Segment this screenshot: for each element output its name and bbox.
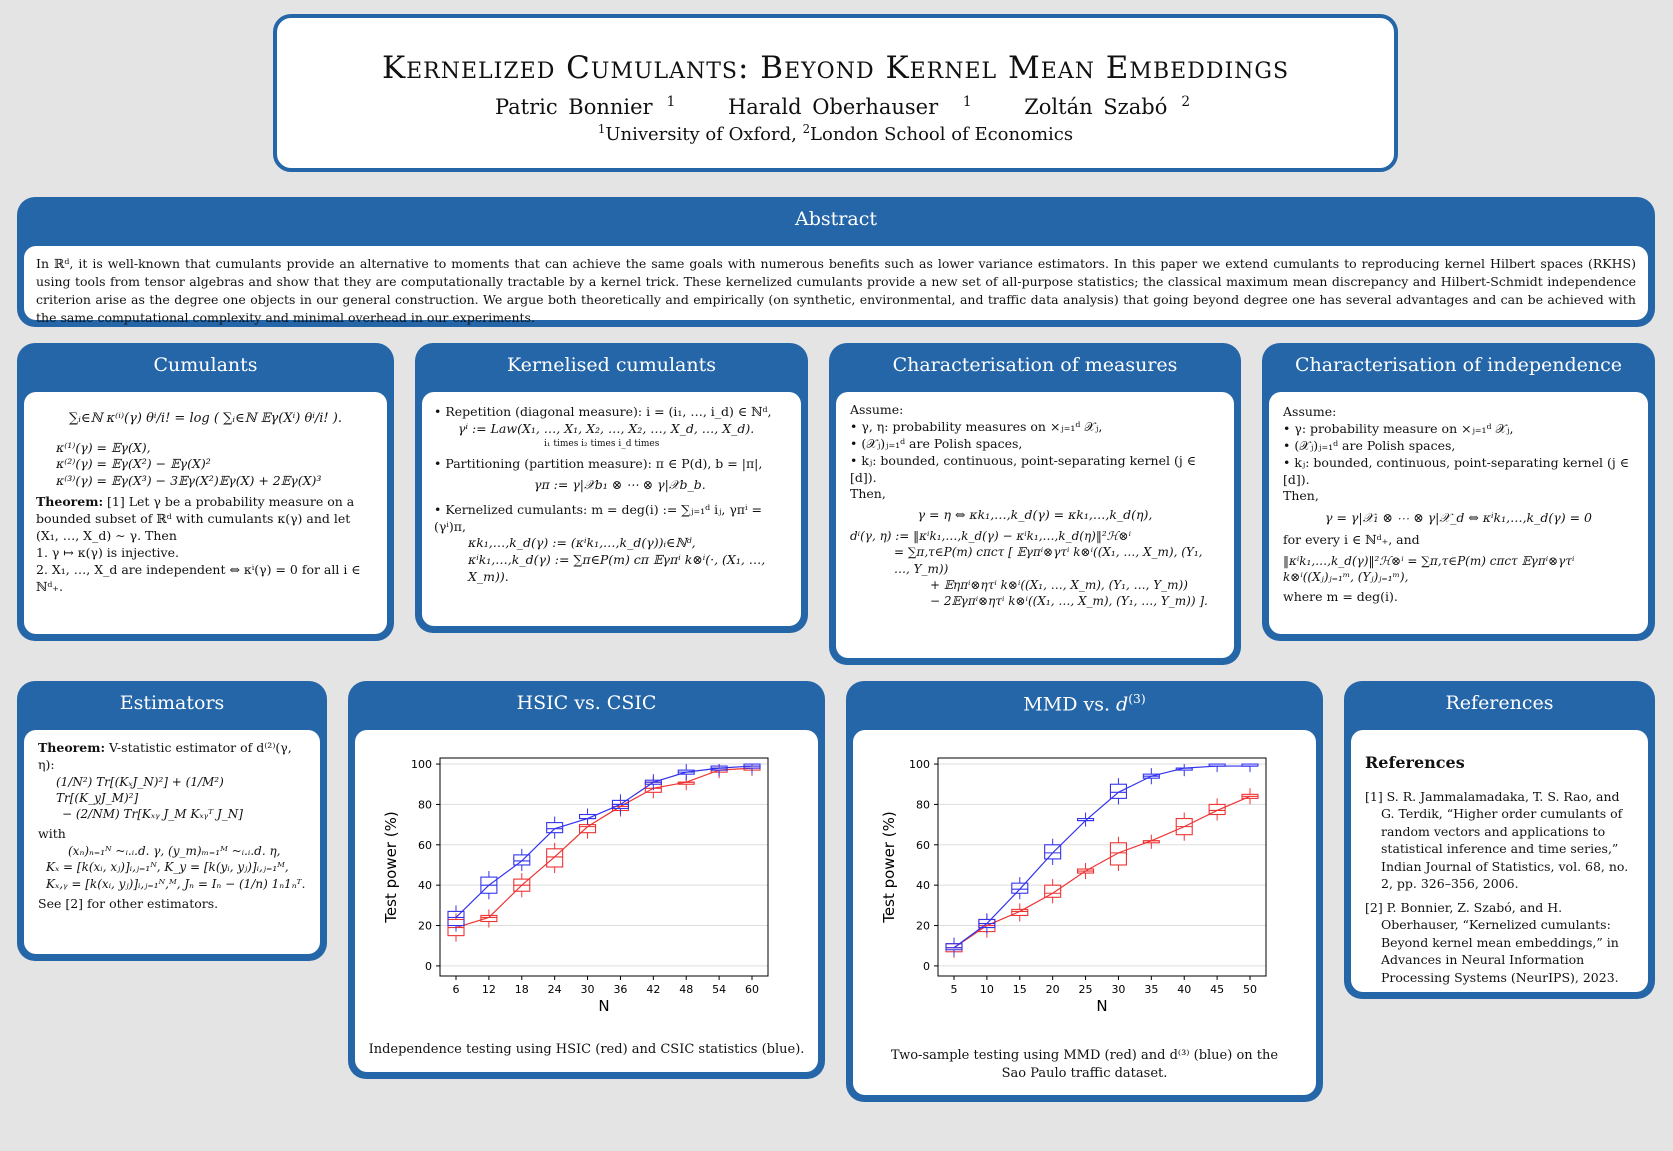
x-axis-label: N [1096,997,1108,1015]
reference-item: [1] S. R. Jammalamadaka, T. S. Rao, and G. Terdik, “Higher order cumulants of random vectors and applications to statistical inference and time series,” Indian Journal of Statistics, vol. 68, no. 2, pp. 326–356, 2006. [1365,788,1629,892]
references-body [1351,730,1648,992]
estimator-eq-1: (1/N²) Tr[(KₓJ_N)²] + (1/M²) Tr[(K_yJ_M)²] [56,774,224,805]
references-subheading: References [1365,753,1465,772]
cumulant-eq-2: κ⁽²⁾(γ) = 𝔼γ(X²) − 𝔼γ(X)² [56,456,211,472]
x-tick-label: 20 [1045,983,1060,996]
mmd-panel [846,681,1323,1102]
hsic-panel [348,681,825,1079]
x-tick-label: 12 [481,983,496,996]
then-label: Then, [1283,488,1319,504]
author: Harald Oberhauser $^1$ [727,94,972,119]
box-mark [514,855,530,865]
reference-list [1365,788,1636,987]
box-mark [1012,883,1028,893]
assume-label: Assume: [1283,404,1337,419]
y-tick-label: 20 [418,919,432,933]
x-tick-label: 25 [1078,983,1093,996]
x-tick-label: 5 [950,983,958,996]
mmd-heading: MMD vs. $d^{(3)}$ [1023,692,1146,716]
x-tick-label: 54 [712,983,727,996]
reference-item: [2] P. Bonnier, Z. Szabó, and H. Oberhauser, “Kernelized cumulants: Beyond kernel mean embeddings,” in Advances in Neural Information Processing Systems (NeurIPS), 2023. [1365,899,1619,985]
series-line [456,766,752,917]
kernelised-body [422,392,801,626]
x-tick-label: 42 [646,983,661,996]
bullet-item: • (𝒳ⱼ)ⱼ₌₁ᵈ are Polish spaces, [1283,437,1456,453]
cumulants-item: 2. X₁, …, X_d are independent ⇔ κⁱ(γ) = 0 for all i ∈ ℕᵈ₊. [36,561,361,594]
x-tick-label: 15 [1012,983,1027,996]
estimators-theorem: Theorem: V-statistic estimator of d⁽²⁾(γ, η): [38,740,292,772]
x-tick-label: 6 [452,983,460,996]
with-label: with [38,826,66,842]
y-tick-label: 40 [916,879,930,893]
y-tick-label: 100 [411,758,432,772]
y-tick-label: 0 [425,959,432,973]
kernel-cumulant-eq-2: κⁱk₁,…,k_d(γ) := ∑π∈P(m) cπ 𝔼γπⁱ k⊗ⁱ(·, (X₁, …, X_m)). [468,552,766,585]
bullet-item: • Partitioning (partition measure): π ∈ P(d), b = |π|, [434,455,763,471]
author-list [277,94,1394,119]
for-every-text: for every i ∈ ℕᵈ₊, and [1283,532,1420,548]
box-mark [481,915,497,921]
x-tick-label: 50 [1243,983,1257,996]
plot-frame [938,758,1266,976]
box-mark [1045,885,1061,897]
box-mark [547,823,563,833]
cumulant-generating-eq: ∑ᵢ∈ℕ κ⁽ⁱ⁾(γ) θⁱ/i! = log ( ∑ᵢ∈ℕ 𝔼γ(Xⁱ) θⁱ/i! ). [68,411,342,426]
cumulants-body [24,392,387,634]
gram-eq-1: Kₓ = [k(xᵢ, xⱼ)]ᵢ,ⱼ₌₁ᴺ, K_y = [k(yᵢ, yⱼ)]ᵢ,ⱼ₌₁ᴹ, [46,860,289,875]
mmd-caption: Two-sample testing using MMD (red) and d⁽³⁾ (blue) on the Sao Paulo traffic dataset. [890,1048,1279,1081]
plot-frame [440,758,768,976]
x-tick-label: 30 [1111,983,1126,996]
estimators-body [24,730,320,954]
abstract-heading: Abstract [795,208,877,230]
repetition-underbrace: i₁ times i₂ times i_d times [544,438,660,449]
equality-eq: γ = η ⇔ κk₁,…,k_d(γ) = κk₁,…,k_d(η), [917,507,1153,523]
estimator-eq-2: − (2/NM) Tr[Kₓᵧ J_M Kₓᵧᵀ J_N] [62,807,243,822]
sample-eq: (xₙ)ₙ₌₁ᴺ ~ᵢ.ᵢ.d. γ, (y_m)ₘ₌₁ᴹ ~ᵢ.ᵢ.d. η, [68,844,281,859]
box-mark [1110,843,1126,865]
x-tick-label: 48 [679,983,694,996]
cumulant-eq-3: κ⁽³⁾(γ) = 𝔼γ(X³) − 3𝔼γ(X²)𝔼γ(X) + 2𝔼γ(X)³ [56,473,322,489]
char-independence-panel [1262,343,1655,641]
references-panel [1344,681,1655,999]
x-tick-label: 36 [613,983,628,996]
cumulant-eq-1: κ⁽¹⁾(γ) = 𝔼γ(X), [56,439,151,455]
mmd-body [853,730,1316,1095]
author: Patric Bonnier $^1$ [494,94,676,119]
char-independence-body [1269,392,1648,634]
partition-eq: γπ := γ|𝒳b₁ ⊗ ⋯ ⊗ γ|𝒳b_b. [534,476,706,492]
y-tick-label: 100 [909,758,930,772]
cumulants-theorem: Theorem: [1] Let γ be a probability measure on a bounded subset of ℝᵈ with cumulants κ(γ) and let (X₁, …, X_d) ∼ γ. Then [36,494,355,543]
abstract-panel [17,197,1655,327]
x-tick-label: 45 [1210,983,1225,996]
kernelised-heading: Kernelised cumulants [507,354,716,376]
y-axis-label: Test power (%) [382,811,400,923]
abstract-text: In ℝᵈ, it is well-known that cumulants provide an alternative to moments that can achieve the same goals with numerous benefits such as lower variance estimators. In this paper we extend cumulants to reproducing kernel Hilbert spaces (RKHS) using tools from tensor algebras and show that they are computationally tractable by a kernel trick. These kernelized cumulants provide a new set of all-purpose statistics; the classical maximum mean discrepancy and Hilbert-Schmidt independence criterion arise as the degree one objects in our general construction. We argue both theoretically and empirically (on synthetic, environmental, and traffic data analysis) that going beyond degree one has several advantages and can be achieved with the same computational complexity and minimal overhead in our experiments. [36,256,1636,326]
x-tick-label: 35 [1144,983,1159,996]
then-label: Then, [850,486,886,502]
distance-eq-term2: + 𝔼ηπⁱ⊗ητⁱ k⊗ⁱ((X₁, …, X_m), (Y₁, …, Y_m)) [930,577,1188,592]
char-independence-heading: Characterisation of independence [1294,354,1623,376]
kernel-cumulant-eq-1: κk₁,…,k_d(γ) := (κⁱk₁,…,k_d(γ))ᵢ∈ℕᵈ, [468,535,696,551]
char-measures-body [836,392,1234,658]
y-tick-label: 60 [418,838,432,852]
bullet-item: • γ, η: probability measures on ×ⱼ₌₁ᵈ 𝒳ⱼ, [850,418,1103,434]
estimators-heading: Estimators [119,692,225,714]
x-tick-label: 40 [1177,983,1192,996]
mmd-chart [853,740,1316,1040]
box-mark [1012,909,1028,915]
distance-eq-term3: − 2𝔼γπⁱ⊗ητⁱ k⊗ⁱ((X₁, …, X_m), (Y₁, …, Y_m)) ]. [930,593,1208,608]
box-mark [1110,784,1126,798]
hsic-chart [355,740,818,1040]
x-tick-label: 60 [745,983,759,996]
cumulants-panel [17,343,394,641]
char-measures-panel [829,343,1241,665]
cumulants-heading: Cumulants [153,354,258,376]
author: Zoltán Szabó $^2$ [1024,94,1191,119]
kernelised-panel [415,343,808,633]
title-banner [273,14,1398,172]
x-tick-label: 10 [979,983,994,996]
y-tick-label: 80 [418,798,432,812]
independence-eq: γ = γ|𝒳₁ ⊗ ⋯ ⊗ γ|𝒳_d ⇔ κⁱk₁,…,k_d(γ) = 0 [1325,510,1592,526]
see-other-estimators: See [2] for other estimators. [38,895,219,911]
hsic-body [355,730,818,1072]
gram-eq-2: Kₓ,ᵧ = [k(xᵢ, yⱼ)]ᵢ,ⱼ₌₁ᴺ,ᴹ, Jₙ = Iₙ − (1/n) 1ₙ1ₙᵀ. [46,876,306,891]
series-line [954,796,1250,947]
x-tick-label: 30 [580,983,595,996]
y-tick-label: 60 [916,838,930,852]
y-tick-label: 20 [916,919,930,933]
x-axis-label: N [598,997,610,1015]
assume-label: Assume: [850,402,904,417]
x-tick-label: 18 [514,983,529,996]
repetition-eq: γⁱ := Law(X₁, …, X₁, X₂, …, X₂, …, X_d, …, X_d). [458,420,755,436]
char-measures-heading: Characterisation of measures [892,354,1178,376]
bullet-item: • (𝒳ⱼ)ⱼ₌₁ᵈ are Polish spaces, [850,435,1023,451]
bullet-item: • Kernelized cumulants: m = deg(i) := ∑ⱼ₌₁ᵈ iⱼ, γπⁱ = (γⁱ)π, [434,501,762,534]
hsic-caption: Independence testing using HSIC (red) and CSIC statistics (blue). [368,1042,805,1057]
hsic-heading: HSIC vs. CSIC [516,692,657,714]
distance-eq: dⁱ(γ, η) := ‖κⁱk₁,…,k_d(γ) − κⁱk₁,…,k_d(η)‖²ℋ⊗ⁱ [850,529,1131,544]
y-tick-label: 80 [916,798,930,812]
norm-eq: ‖κⁱk₁,…,k_d(γ)‖²ℋ⊗ⁱ = ∑π,τ∈P(m) cπcτ 𝔼γπⁱ⊗γτⁱ k⊗ⁱ((Xⱼ)ⱼ₌₁ᵐ, (Yⱼ)ⱼ₌₁ᵐ), [1283,554,1575,585]
distance-eq-term1: = ∑π,τ∈P(m) cπcτ [ 𝔼γπⁱ⊗γτⁱ k⊗ⁱ((X₁, …, X_m), (Y₁, …, Y_m)) [894,545,1203,576]
bullet-item: • kⱼ: bounded, continuous, point-separating kernel (j ∈ [d]). [1283,454,1629,487]
y-tick-label: 40 [418,879,432,893]
cumulants-item: 1. γ ↦ κ(γ) is injective. [36,544,179,560]
abstract-body [24,246,1648,326]
poster-title: Kernelized Cumulants: Beyond Kernel Mean Embeddings [381,50,1290,86]
references-heading: References [1445,692,1554,714]
bullet-item: • γ: probability measure on ×ⱼ₌₁ᵈ 𝒳ⱼ, [1283,420,1514,436]
y-axis-label: Test power (%) [880,811,898,923]
affiliations: $^1$University of Oxford, $^2$London School of Economics [597,122,1074,145]
series-line [456,768,752,927]
estimators-panel [17,681,327,961]
x-tick-label: 24 [547,983,562,996]
bullet-item: • Repetition (diagonal measure): i = (i₁, …, i_d) ∈ ℕᵈ, [434,404,772,419]
y-tick-label: 0 [923,959,930,973]
where-text: where m = deg(i). [1283,589,1398,605]
bullet-item: • kⱼ: bounded, continuous, point-separating kernel (j ∈ [d]). [850,452,1196,485]
